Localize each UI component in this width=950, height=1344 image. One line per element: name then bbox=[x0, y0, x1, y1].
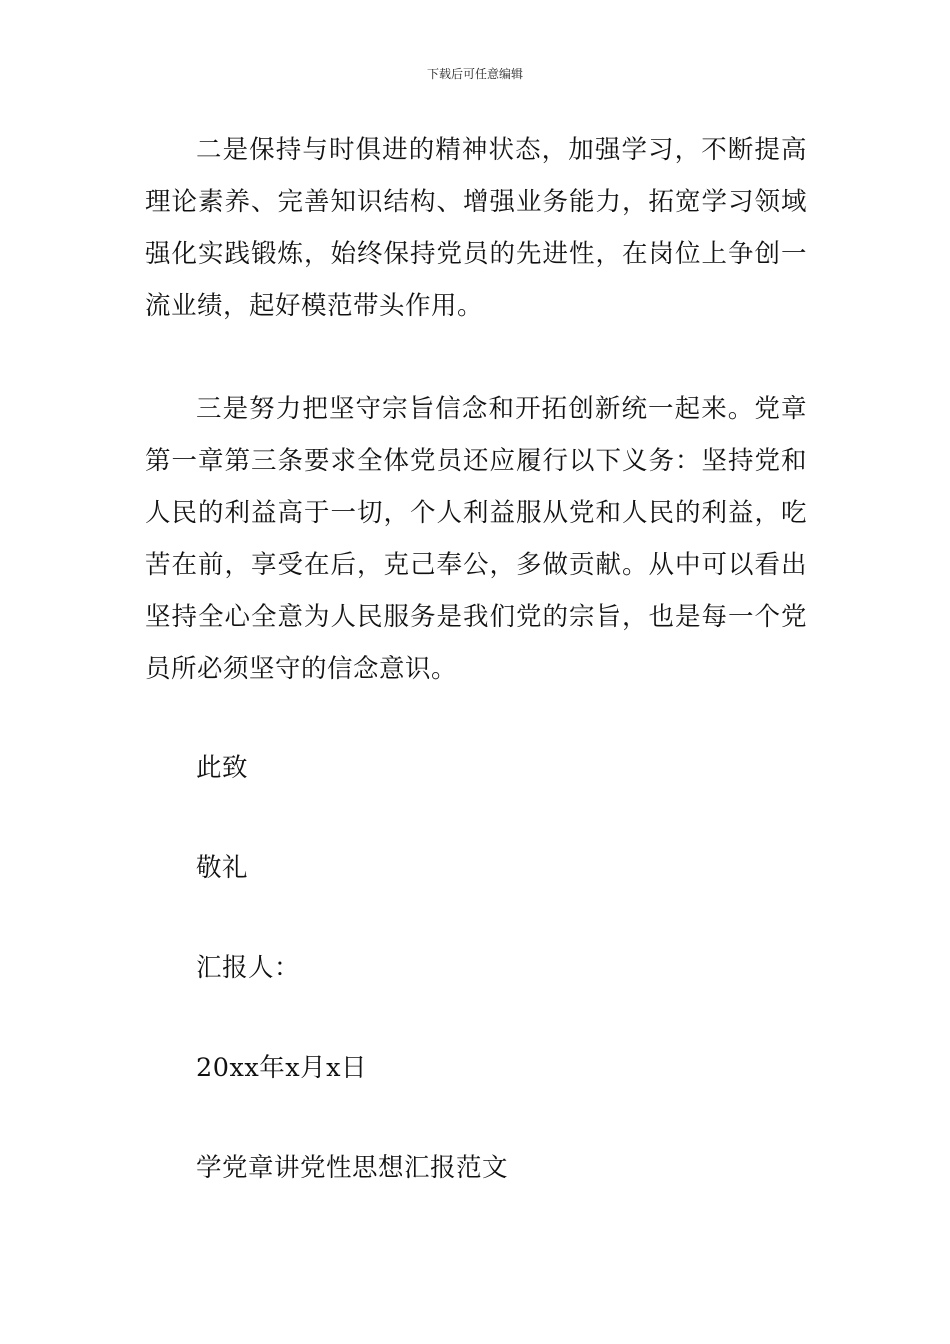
reporter-label: 汇报人： bbox=[196, 953, 301, 983]
report-date: 20xx年x月x日 bbox=[196, 1053, 367, 1083]
paragraph-three: 三是努力把坚守宗旨信念和开拓创新统一起来。党章第一章第三条要求全体党员还应履行以下义务：坚持党和人民的利益高于一切，个人利益服从党和人民的利益，吃苦在前，享受在后，克己奉公，多做贡献。从中可以看出坚持全心全意为人民服务是我们党的宗旨，也是每一个党员所必须坚守的信念意识。 bbox=[145, 394, 807, 684]
next-document-title: 学党章讲党性思想汇报范文 bbox=[196, 1153, 509, 1183]
header-note: 下载后可任意编辑 bbox=[426, 67, 523, 81]
salutation-line: 敬礼 bbox=[196, 853, 249, 883]
paragraph-two: 二是保持与时俱进的精神状态，加强学习，不断提高理论素养、完善知识结构、增强业务能力，拓宽学习领域强化实践锻炼，始终保持党员的先进性，在岗位上争创一流业绩，起好模范带头作用。 bbox=[145, 135, 807, 321]
closing-line: 此致 bbox=[196, 753, 249, 783]
document-body bbox=[145, 124, 807, 1188]
